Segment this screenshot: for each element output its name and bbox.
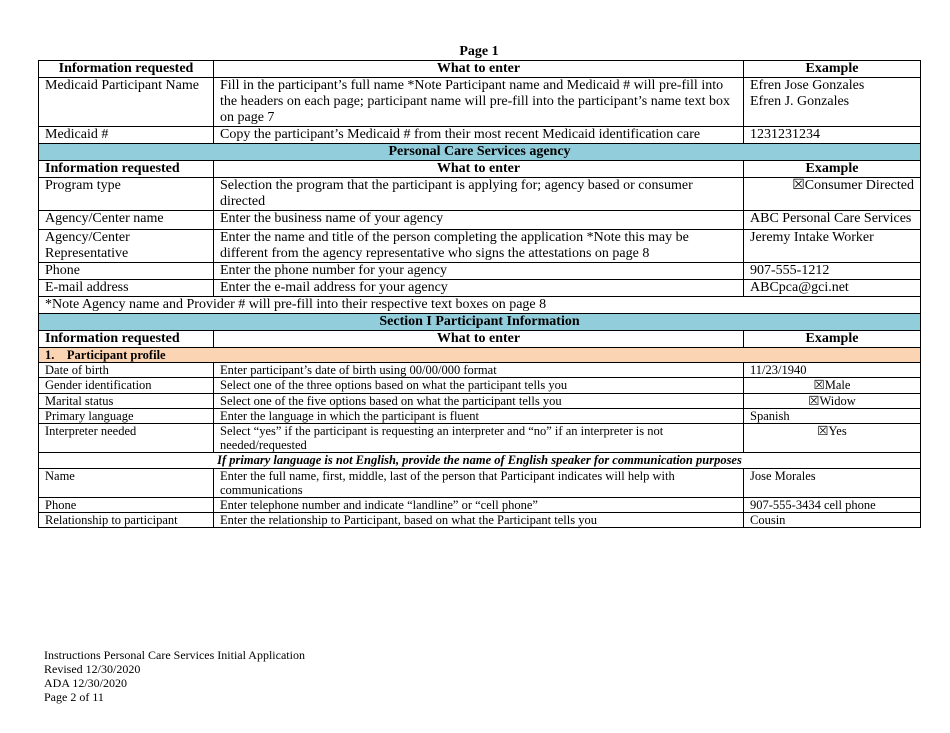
what-cell: Enter telephone number and indicate “landline” or “cell phone” <box>214 498 744 513</box>
table-row <box>39 363 921 378</box>
example-cell: Jeremy Intake Worker <box>744 230 921 263</box>
what-cell: Enter the phone number for your agency <box>214 263 744 280</box>
table-header-row <box>39 61 921 78</box>
what-cell: Select one of the three options based on what the participant tells you <box>214 378 744 393</box>
example-value: Yes <box>828 424 847 439</box>
what-cell: Select “yes” if the participant is requesting an interpreter and “no” if an interpreter is not needed/requested <box>214 424 744 453</box>
info-cell: Gender identification <box>39 378 214 393</box>
note-row <box>39 297 921 314</box>
checked-box-icon: ☒ <box>813 378 825 393</box>
example-cell <box>744 424 921 453</box>
example-cell: Spanish <box>744 408 921 423</box>
agency-note: *Note Agency name and Provider # will pre-fill into their respective text boxes on page 8 <box>39 297 921 314</box>
what-cell: Selection the program that the participant is applying for; agency based or consumer directed <box>214 178 744 211</box>
header-example: Example <box>744 61 921 78</box>
subsection-band <box>39 348 921 363</box>
english-note-row <box>39 453 921 468</box>
header-what: What to enter <box>214 61 744 78</box>
example-cell: 907-555-3434 cell phone <box>744 498 921 513</box>
info-cell: Agency/Center Representative <box>39 230 214 263</box>
example-cell: 1231231234 <box>744 127 921 144</box>
example-value: Male <box>824 378 851 393</box>
example-cell: Jose Morales <box>744 468 921 497</box>
what-cell: Enter the business name of your agency <box>214 211 744 230</box>
example-cell: 11/23/1940 <box>744 363 921 378</box>
table-row <box>39 468 921 497</box>
example-cell: ABC Personal Care Services <box>744 211 921 230</box>
what-cell: Select one of the five options based on what the participant tells you <box>214 393 744 408</box>
footer-page-number: Page 2 of 11 <box>44 690 104 704</box>
info-cell: Program type <box>39 178 214 211</box>
what-cell: Fill in the participant’s full name *Note Participant name and Medicaid # will pre-fill into the headers on each page; participant name will pre-fill into the participant’s name text box on page 7 <box>214 78 744 127</box>
example-line: Efren J. Gonzales <box>750 94 850 109</box>
document-footer <box>44 648 305 704</box>
what-cell: Enter the e-mail address for your agency <box>214 280 744 297</box>
example-line: Efren Jose Gonzales <box>750 78 865 93</box>
info-cell: Phone <box>39 263 214 280</box>
footer-ada: ADA 12/30/2020 <box>44 676 128 690</box>
subsection-title: 1. Participant profile <box>39 348 921 363</box>
checked-box-icon: ☒ <box>817 424 829 439</box>
table-row <box>39 408 921 423</box>
example-cell: Cousin <box>744 513 921 528</box>
example-cell <box>744 378 921 393</box>
table-row <box>39 513 921 528</box>
info-cell: Name <box>39 468 214 497</box>
footer-doc-title: Instructions Personal Care Services Initial Application <box>44 648 305 662</box>
what-cell: Enter participant’s date of birth using 00/00/000 format <box>214 363 744 378</box>
english-note: If primary language is not English, provide the name of English speaker for communication purposes <box>39 453 921 468</box>
what-cell: Enter the name and title of the person completing the application *Note this may be different from the agency representative who signs the attestations on page 8 <box>214 230 744 263</box>
info-cell: Medicaid # <box>39 127 214 144</box>
header-what: What to enter <box>214 161 744 178</box>
header-example: Example <box>744 161 921 178</box>
info-cell: Marital status <box>39 393 214 408</box>
header-info: Information requested <box>39 61 214 78</box>
what-cell: Enter the relationship to Participant, based on what the Participant tells you <box>214 513 744 528</box>
table-row <box>39 424 921 453</box>
footer-revised: Revised 12/30/2020 <box>44 662 141 676</box>
section-title: Section I Participant Information <box>39 314 921 331</box>
example-value: Consumer Directed <box>804 178 914 193</box>
table-row <box>39 498 921 513</box>
info-cell: Relationship to participant <box>39 513 214 528</box>
what-cell: Copy the participant’s Medicaid # from their most recent Medicaid identification care <box>214 127 744 144</box>
checked-box-icon: ☒ <box>808 393 820 408</box>
example-value: Widow <box>819 393 856 408</box>
info-cell: Agency/Center name <box>39 211 214 230</box>
what-cell: Enter the full name, first, middle, last of the person that Participant indicates will help with communications <box>214 468 744 497</box>
table-row <box>39 211 921 230</box>
info-cell: Phone <box>39 498 214 513</box>
header-info: Information requested <box>39 331 214 348</box>
page-heading: Page 1 <box>459 44 499 59</box>
info-cell: Interpreter needed <box>39 424 214 453</box>
header-info: Information requested <box>39 161 214 178</box>
header-example: Example <box>744 331 921 348</box>
info-cell: Primary language <box>39 408 214 423</box>
table-row <box>39 263 921 280</box>
section-band-section1 <box>39 314 921 331</box>
example-cell <box>744 78 921 127</box>
table-row <box>39 378 921 393</box>
table-row <box>39 230 921 263</box>
section-band-agency <box>39 144 921 161</box>
header-what: What to enter <box>214 331 744 348</box>
example-cell: ABCpca@gci.net <box>744 280 921 297</box>
example-cell <box>744 393 921 408</box>
example-cell: 907-555-1212 <box>744 263 921 280</box>
table-row <box>39 78 921 127</box>
table-row <box>39 178 921 211</box>
example-cell <box>744 178 921 211</box>
table-header-row <box>39 161 921 178</box>
info-cell: Date of birth <box>39 363 214 378</box>
table-row <box>39 393 921 408</box>
info-cell: E-mail address <box>39 280 214 297</box>
info-cell: Medicaid Participant Name <box>39 78 214 127</box>
what-cell: Enter the language in which the participant is fluent <box>214 408 744 423</box>
section-title: Personal Care Services agency <box>39 144 921 161</box>
table-header-row <box>39 331 921 348</box>
instructions-table <box>38 60 921 528</box>
table-row <box>39 280 921 297</box>
checked-box-icon: ☒ <box>792 178 805 193</box>
table-row <box>39 127 921 144</box>
